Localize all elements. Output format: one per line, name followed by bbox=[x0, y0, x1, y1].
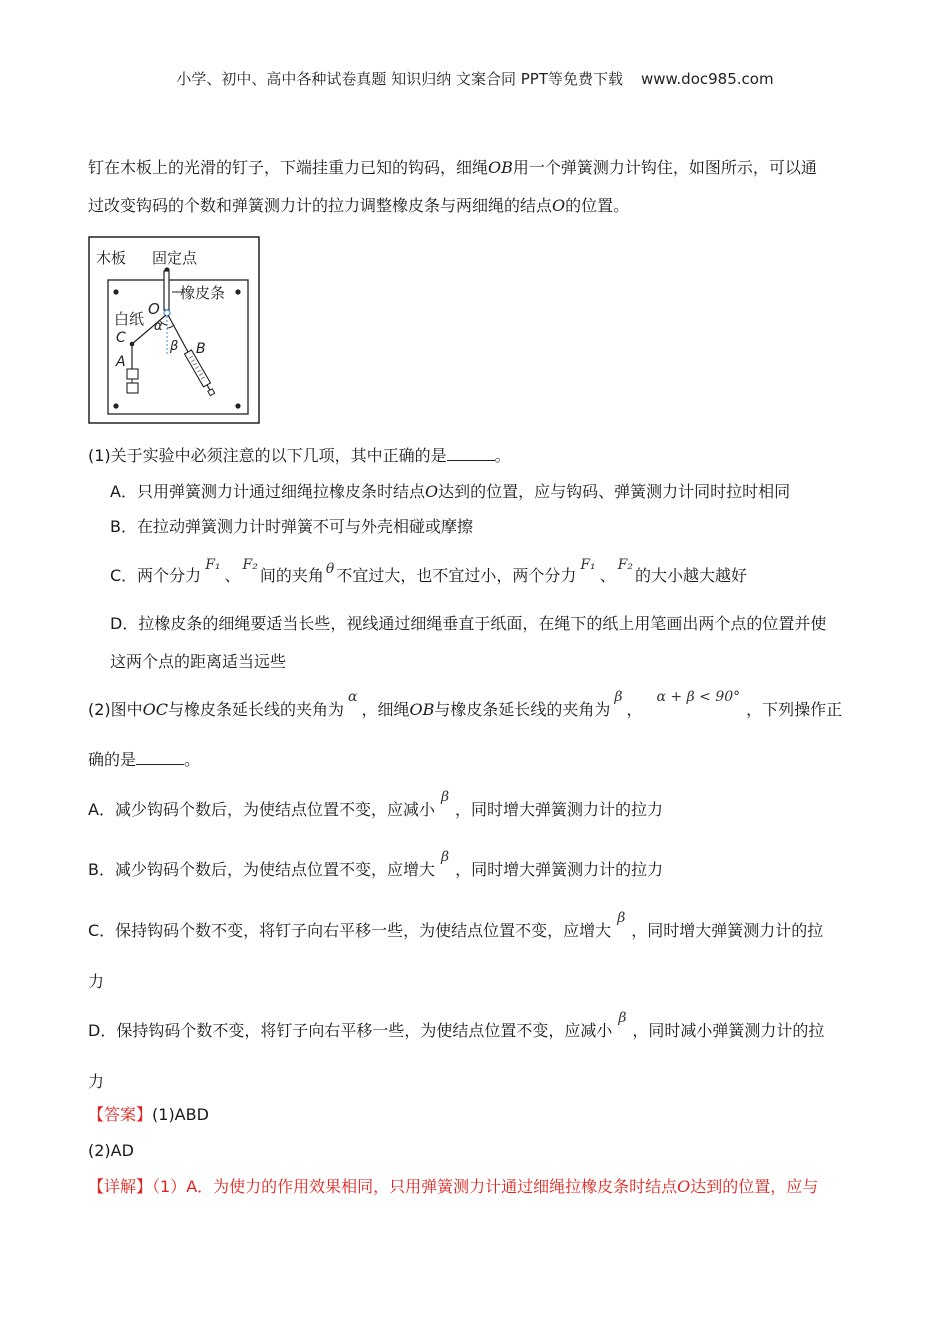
q1-option-a: A．只用弹簧测力计通过细绳拉橡皮条时结点O达到的位置，应与钩码、弹簧测力计同时拉时相同 bbox=[110, 482, 791, 501]
label-O: O bbox=[148, 300, 160, 318]
rubber-band bbox=[164, 271, 169, 310]
pin-bottom-left bbox=[113, 403, 118, 408]
q2-answer-blank bbox=[136, 750, 184, 765]
pin-bottom-right bbox=[235, 403, 240, 408]
detail-line: 【详解】（1）A．为使力的作用效果相同，只用弹簧测力计通过细绳拉橡皮条时结点O达到的位置，应与 bbox=[88, 1177, 819, 1196]
q1-option-d-line1: D．拉橡皮条的细绳要适当长些，视线通过细绳垂直于纸面，在绳下的纸上用笔画出两个点的位置并使 bbox=[110, 614, 827, 633]
answer-2: (2)AD bbox=[88, 1141, 134, 1160]
answer-line-1 bbox=[88, 1105, 209, 1125]
knot-O bbox=[164, 310, 170, 316]
q1-option-b: B．在拉动弹簧测力计时弹簧不可与外壳相碰或摩擦 bbox=[110, 517, 473, 536]
q2-stem-line1: (2)图中OC与橡皮条延长线的夹角为α，细绳OB与橡皮条延长线的夹角为β，α + β < 90°，下列操作正 bbox=[88, 689, 843, 719]
weight-1 bbox=[127, 369, 138, 379]
answer-tag: 【答案】 bbox=[88, 1105, 153, 1124]
pin-top-left bbox=[113, 289, 118, 294]
header-text: 小学、初中、高中各种试卷真题 知识归纳 文案合同 PPT等免费下载 bbox=[176, 70, 623, 88]
label-A: A bbox=[116, 354, 126, 370]
label-alpha: α bbox=[154, 319, 163, 334]
q1-stem: (1)关于实验中必须注意的以下几项，其中正确的是 。 bbox=[88, 446, 511, 465]
label-C: C bbox=[116, 330, 126, 346]
label-B: B bbox=[196, 341, 206, 357]
q2-option-d-line1: D．保持钩码个数不变，将钉子向右平移一些，为使结点位置不变，应减小β，同时减小弹簧测力计的拉 bbox=[88, 1010, 825, 1040]
label-board: 木板 bbox=[96, 249, 127, 267]
q1-option-d-line2: 这两个点的距离适当远些 bbox=[110, 652, 287, 671]
page-header bbox=[0, 68, 950, 89]
intro-line-1: 钉在木板上的光滑的钉子，下端挂重力已知的钩码，细绳OB用一个弹簧测力计钩住，如图所示，可以通 bbox=[88, 158, 817, 177]
q2-option-c-line2: 力 bbox=[88, 972, 105, 991]
header-url[interactable]: www.doc985.com bbox=[640, 70, 774, 88]
q1-answer-blank bbox=[447, 446, 495, 461]
weight-2 bbox=[127, 383, 138, 393]
q2-option-b: B．减少钩码个数后，为使结点位置不变，应增大β，同时增大弹簧测力计的拉力 bbox=[88, 849, 664, 879]
q2-option-c-line1: C．保持钩码个数不变，将钉子向右平移一些，为使结点位置不变，应增大β，同时增大弹簧测力计的拉 bbox=[88, 910, 824, 940]
q2-option-d-line2: 力 bbox=[88, 1072, 105, 1091]
label-fixed-point: 固定点 bbox=[152, 249, 198, 267]
label-paper: 白纸 bbox=[114, 310, 145, 328]
q2-stem-line2: 确的是 。 bbox=[88, 750, 201, 769]
label-beta: β bbox=[170, 339, 179, 354]
answer-1: (1)ABD bbox=[152, 1105, 209, 1124]
q1-option-c: C．两个分力F₁、F₂间的夹角 θ 不宜过大，也不宜过小，两个分力F₁、F₂的大小越大越好 bbox=[110, 557, 748, 585]
experiment-diagram bbox=[88, 236, 260, 424]
pin-top-right bbox=[235, 289, 240, 294]
detail-tag: 【详解】 bbox=[88, 1177, 153, 1196]
q2-option-a: A．减少钩码个数后，为使结点位置不变，应减小β，同时增大弹簧测力计的拉力 bbox=[88, 789, 664, 819]
intro-line-2: 过改变钩码的个数和弹簧测力计的拉力调整橡皮条与两细绳的结点O的位置。 bbox=[88, 196, 630, 215]
label-rubber: 橡皮条 bbox=[180, 284, 226, 302]
